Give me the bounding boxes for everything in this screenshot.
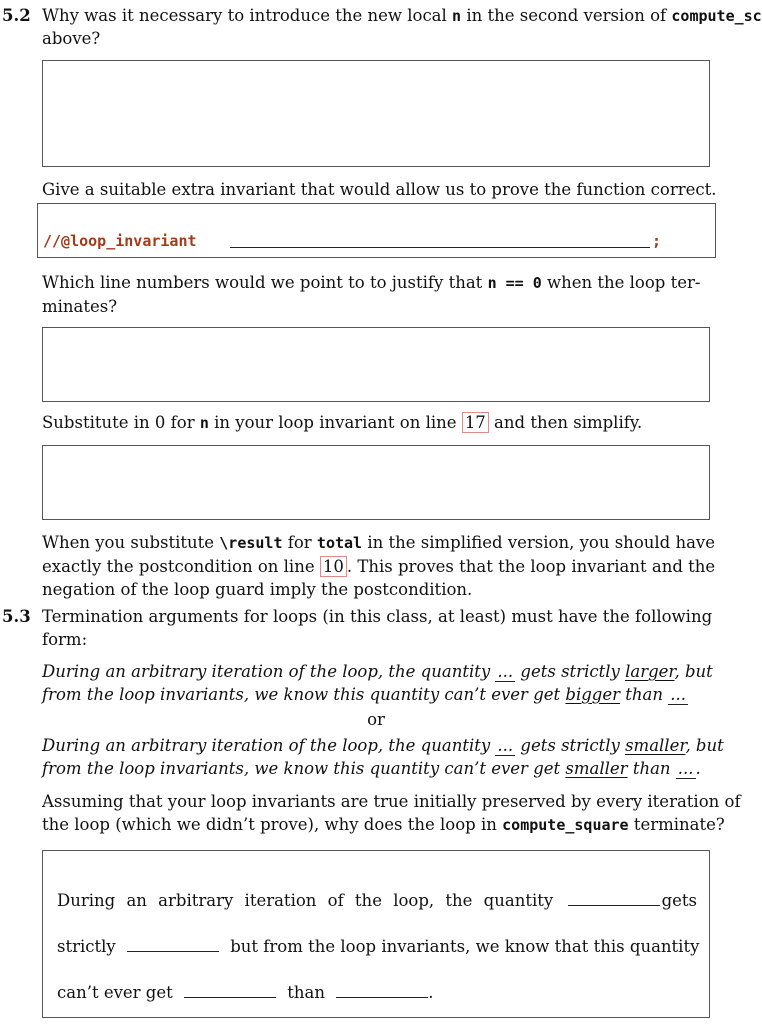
answer-line-3: can’t ever get than . — [57, 983, 434, 1002]
invariant-semicolon: ; — [652, 232, 662, 250]
q53-intro: Termination arguments for loops (in this class, at least) must have the following form: — [42, 607, 713, 649]
termination-form-smaller: During an arbitrary iteration of the loop, the quantity ... gets strictly smaller, but from the loop invariants, we know this quantity can’t ever get smaller than ... . — [42, 736, 724, 778]
termination-answer-box — [42, 850, 710, 1018]
quantity-blank[interactable] — [568, 891, 660, 906]
assumption-paragraph: Assuming that your loop invariants are true initially preserved by every iteration of the loop (which we didn’t prove), why does the loop in compute_square terminate? — [42, 792, 741, 834]
comparison-blank[interactable] — [184, 983, 276, 998]
line-ref-10[interactable]: 10 — [320, 556, 347, 577]
answer-box-simplify[interactable] — [42, 445, 710, 520]
substitute-prompt: Substitute in 0 for n in your loop invariant on line 17 and then simplify. — [42, 413, 643, 432]
termination-form-larger: During an arbitrary iteration of the loop, the quantity ... gets strictly larger, but from the loop invariants, we know this quantity can’t ever get bigger than ... — [42, 662, 713, 704]
bound-blank[interactable] — [336, 983, 428, 998]
invariant-blank[interactable] — [230, 247, 650, 248]
question-number-5-2: 5.2 — [2, 6, 31, 25]
or-separator: or — [367, 710, 385, 729]
answer-box-line-numbers[interactable] — [42, 327, 710, 402]
answer-box-local-n[interactable] — [42, 60, 710, 167]
question-number-5-3: 5.3 — [2, 607, 31, 626]
direction-blank[interactable] — [127, 937, 219, 952]
line-ref-17[interactable]: 17 — [462, 412, 489, 433]
invariant-answer-box[interactable] — [37, 203, 716, 258]
result-paragraph: When you substitute \result for total in the simplified version, you should have exactly the postcondition on line 10 . This proves that the loop invariant and the negation of the loop guard imply the postcondition. — [42, 533, 716, 599]
loop-invariant-code: //@loop_invariant — [43, 232, 197, 250]
invariant-prompt: Give a suitable extra invariant that would allow us to prove the function correct. — [42, 180, 717, 199]
answer-line-2: strictly but from the loop invariants, we know that this quantity — [57, 937, 700, 956]
q52-line1: Why was it necessary to introduce the new local n in the second version of compute_sc — [42, 6, 762, 25]
lines-prompt: Which line numbers would we point to to justify that n == 0 when the loop ter- minates? — [42, 273, 701, 316]
answer-line-1: During an arbitrary iteration of the loop, the quantity gets — [57, 891, 697, 910]
q52-line2: above? — [42, 29, 101, 48]
